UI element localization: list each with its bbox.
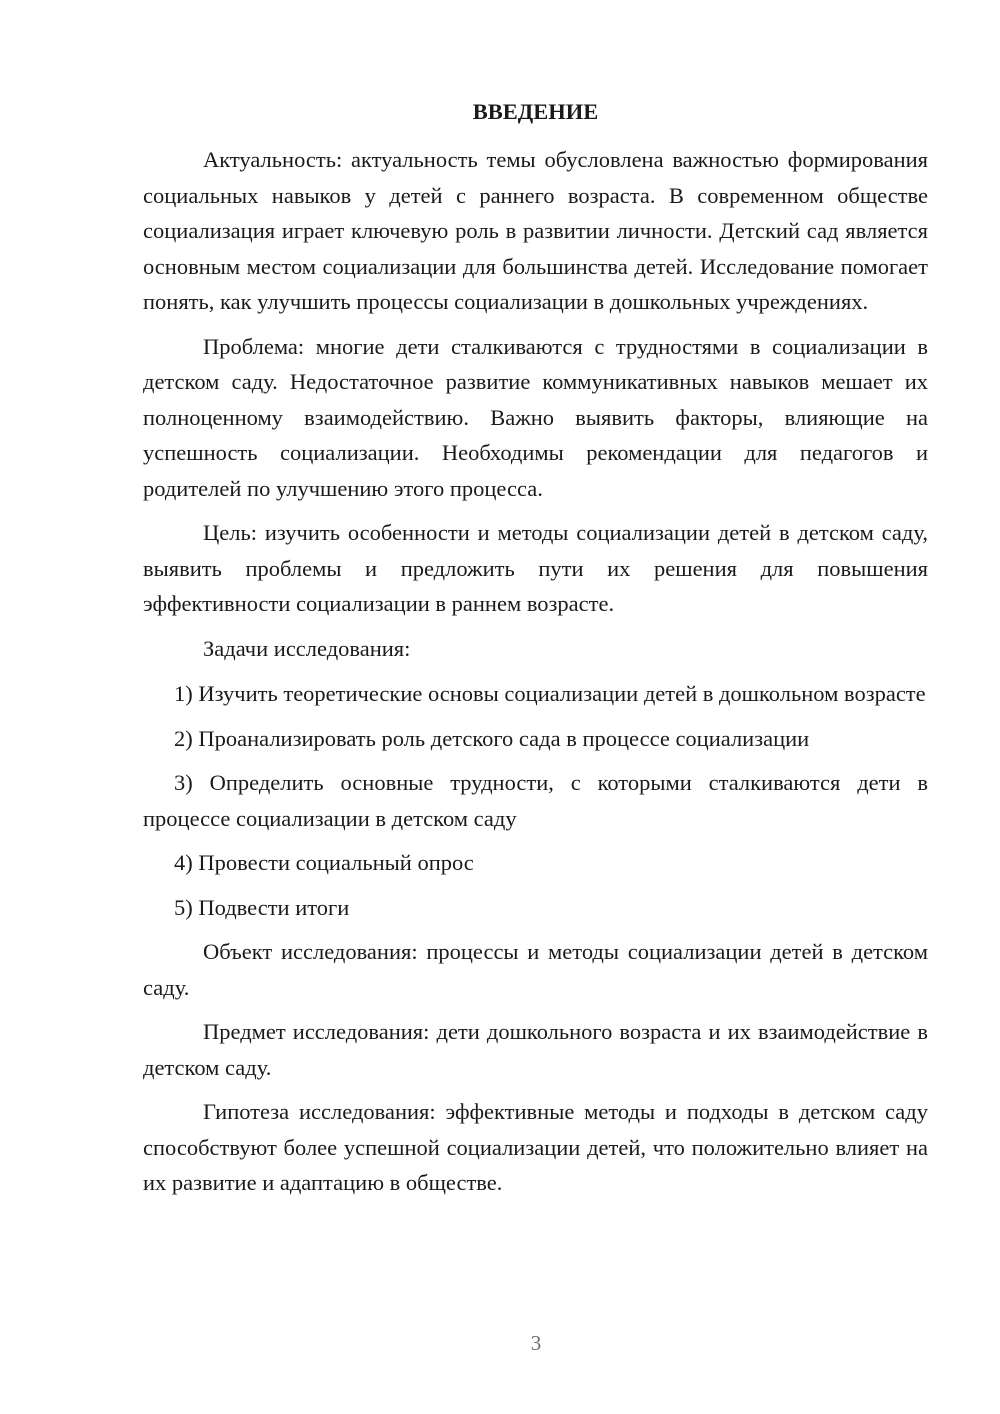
list-item: 5) Подвести итоги — [174, 894, 350, 920]
problem-paragraph: Проблема: многие дети сталкиваются с трудностями в социализации в детском саду. Недостаточное развитие коммуникативных навыков мешает их полноценному взаимодействию. Важно выявить факторы, влияющие на успешность социализации. Необходимы рекомендации для педагогов и родителей по улучшению этого процесса. — [143, 333, 928, 501]
tasks-list — [143, 676, 928, 925]
page-title: ВВЕДЕНИЕ — [472, 99, 599, 124]
list-item: 4) Провести социальный опрос — [174, 850, 474, 875]
list-item: 2) Проанализировать роль детского сада в процессе социализации — [174, 725, 810, 751]
subject-paragraph: Предмет исследования: дети дошкольного возраста и их взаимодействие в детском саду. — [143, 1019, 928, 1080]
object-paragraph: Объект исследования: процессы и методы социализации детей в детском саду. — [143, 939, 928, 1000]
page-content — [143, 94, 928, 1210]
goal-paragraph: Цель: изучить особенности и методы социализации детей в детском саду, выявить проблемы и предложить пути их решения для повышения эффективности социализации в раннем возрасте. — [143, 520, 928, 616]
hypothesis-paragraph: Гипотеза исследования: эффективные методы и подходы в детском саду способствуют более успешной социализации детей, что положительно влияет на их развитие и адаптацию в обществе. — [143, 1099, 928, 1195]
list-item: 1) Изучить теоретические основы социализации детей в дошкольном возрасте — [174, 681, 926, 706]
list-item: 3) Определить основные трудности, с которыми сталкиваются дети в процессе социализации в детском саду — [143, 770, 928, 831]
relevance-paragraph: Актуальность: актуальность темы обусловлена важностью формирования социальных навыков у детей с раннего возраста. В современном обществе социализация играет ключевую роль в развитии личности. Детский сад является основным местом социализации для большинства детей. Исследование помогает понять, как улучшить процессы социализации в дошкольных учреждениях. — [143, 147, 928, 314]
tasks-title: Задачи исследования: — [203, 635, 411, 661]
page-number: 3 — [530, 1331, 542, 1355]
